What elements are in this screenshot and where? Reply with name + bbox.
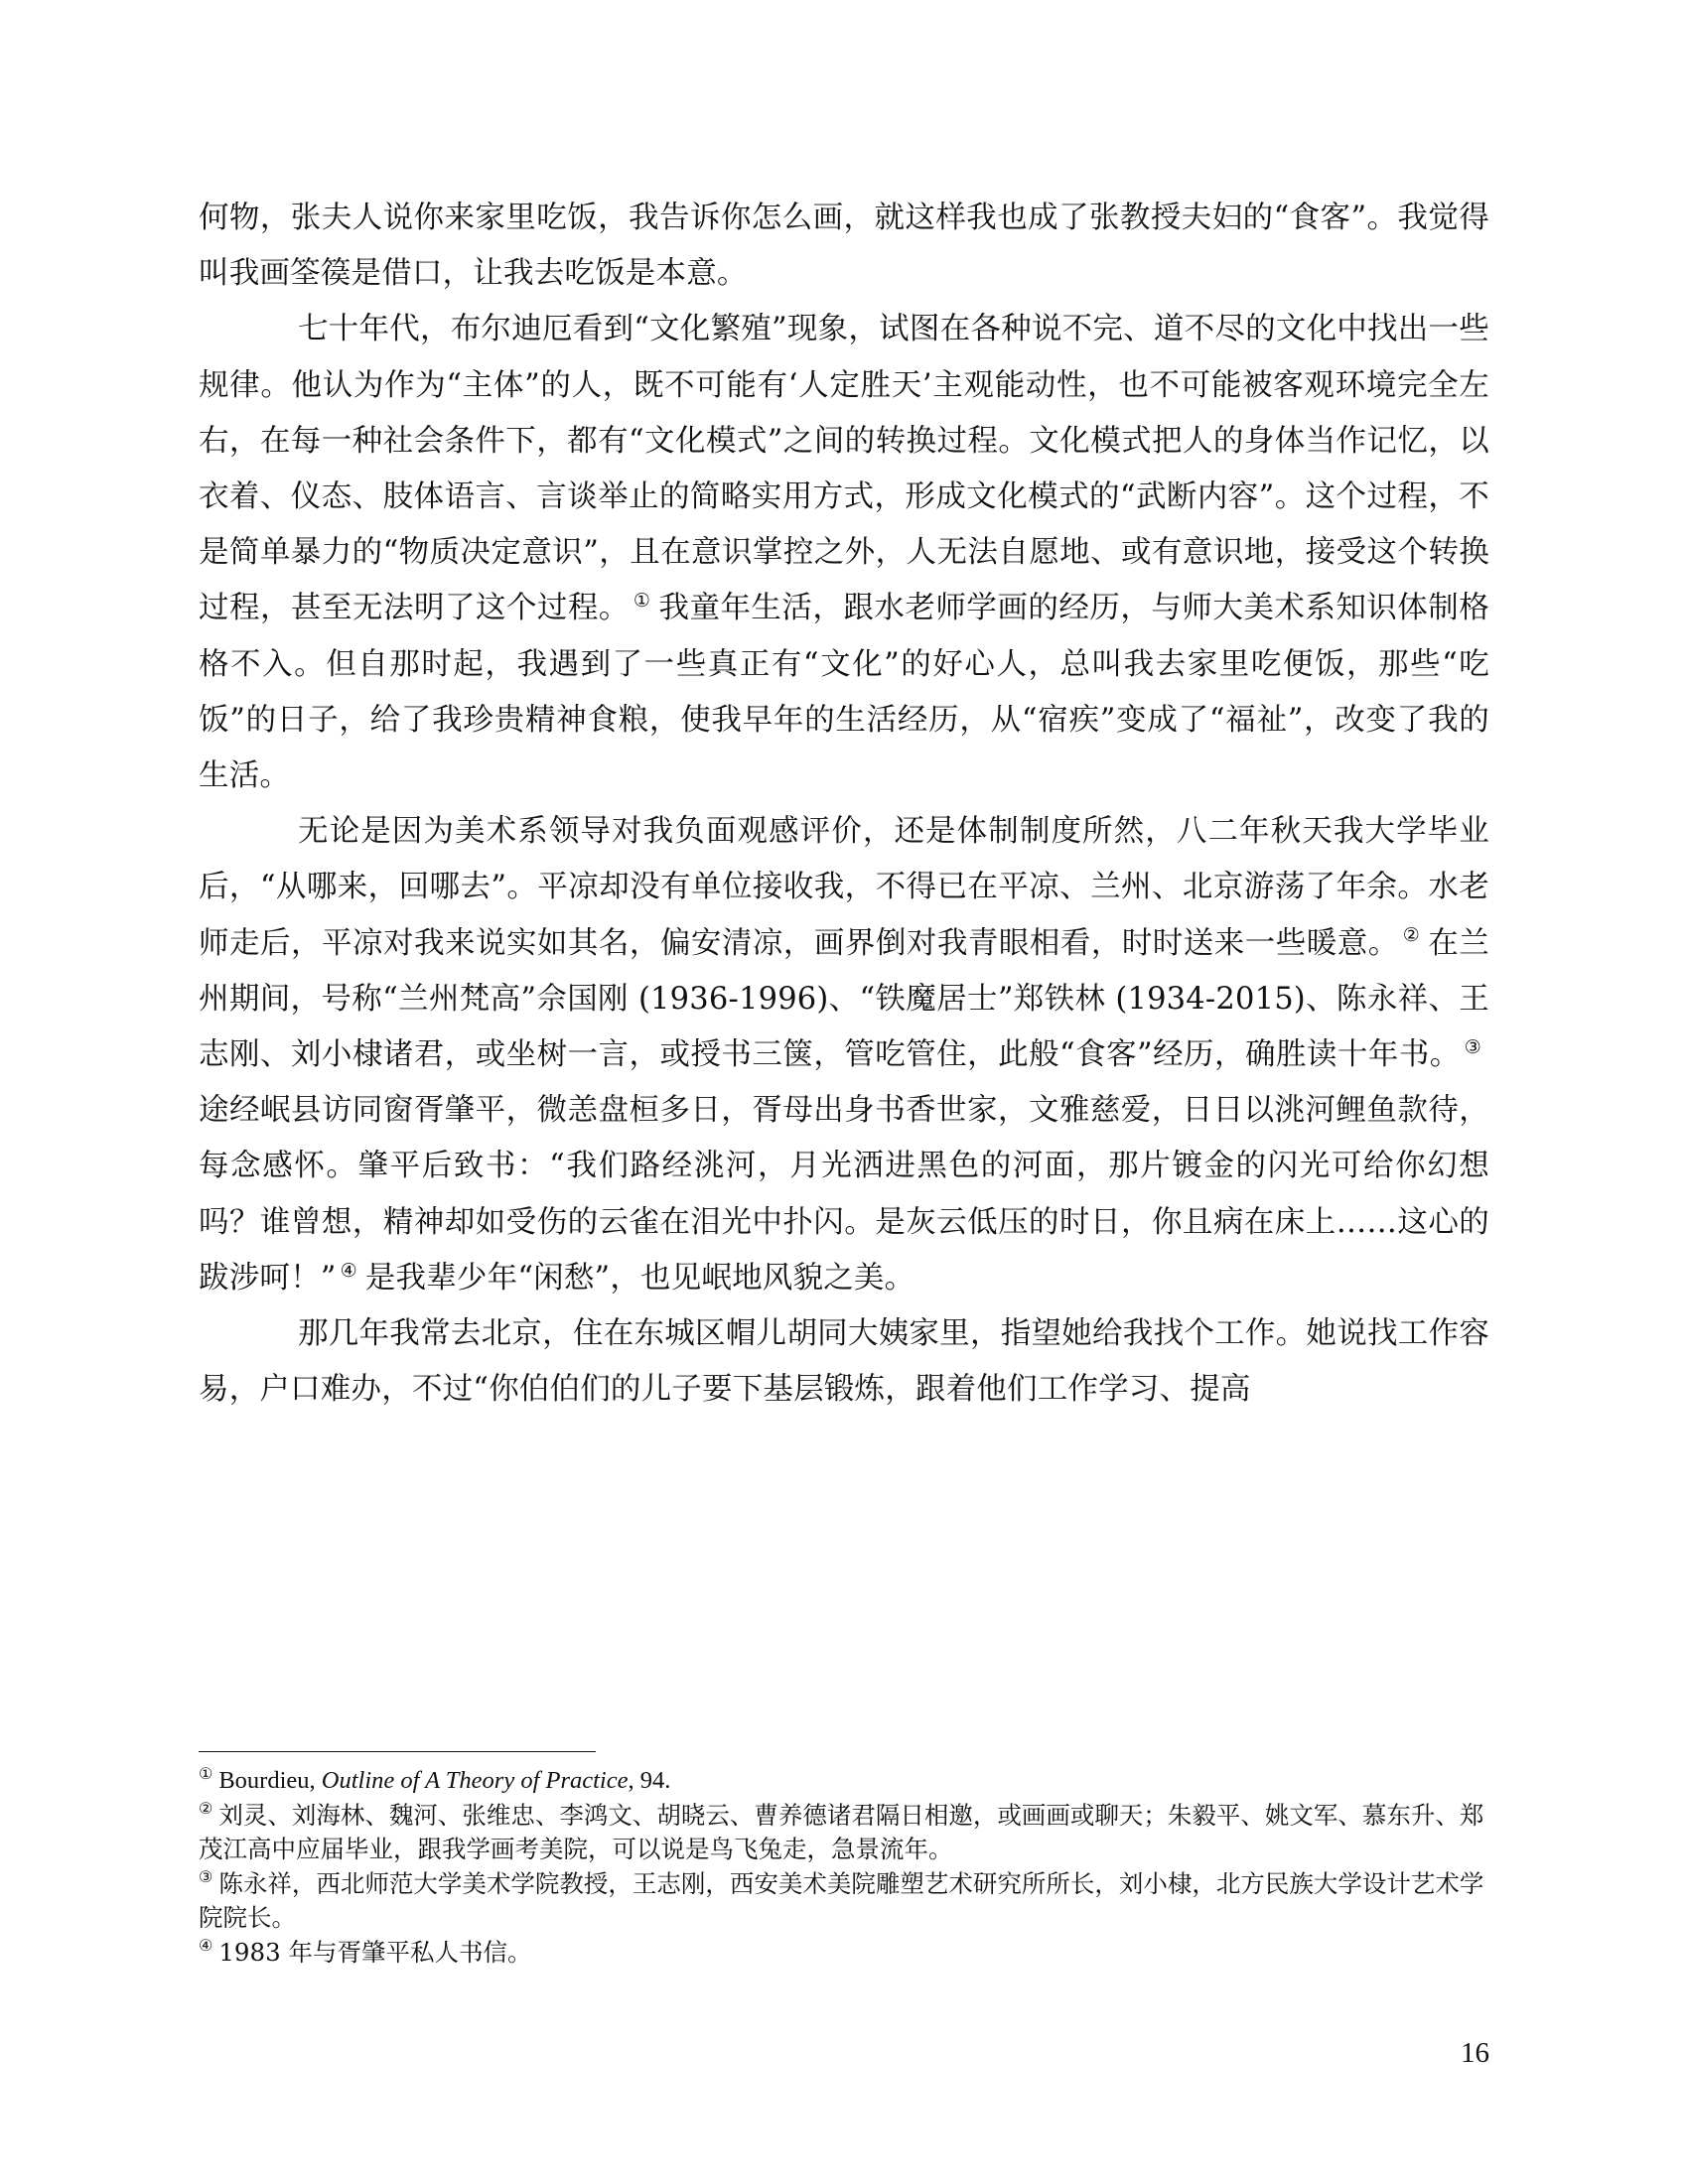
footnote-mark: ④ bbox=[199, 1936, 213, 1956]
paragraph-1: 何物，张夫人说你来家里吃饭，我告诉你怎么画，就这样我也成了张教授夫妇的“食客”。我觉得叫我画筌篌是借口，让我去吃饭是本意。 bbox=[199, 201, 1489, 292]
footnote-ref-3[interactable]: ③ bbox=[1464, 1035, 1481, 1058]
footnotes bbox=[199, 1763, 1489, 1970]
footnote-4: ④ 1983 年与胥肇平私人书信。 bbox=[199, 1936, 532, 1967]
paragraph-4: 那几年我常去北京，住在东城区帽儿胡同大姨家里，指望她给我找个工作。她说找工作容易，户口难办，不过“你伯伯们的儿子要下基层锻炼，跟着他们工作学习、提高 bbox=[199, 1316, 1489, 1408]
page-number: 16 bbox=[1461, 2037, 1489, 2069]
footnote-mark: ① bbox=[199, 1763, 213, 1783]
footnote-mark: ② bbox=[199, 1799, 213, 1819]
paragraph-3: 无论是因为美术系领导对我负面观感评价，还是体制制度所然，八二年秋天我大学毕业后，“从哪来，回哪去”。平凉却没有单位接收我，不得已在平凉、兰州、北京游荡了年余。水老师走后，平凉对我来说实如其名，偏安清凉，画界倒对我青眼相看，时时送来一些暖意。 ② 在兰州期间，号称“兰州梵高”佘国刚 (1936-1996)、“铁魔居士”郑铁林 (1934-2015)、陈永祥、王志刚、刘小棣诸君，或坐树一言，或授书三箧，管吃管住，此般“食客”经历，确胜读十年书。 ③途经岷县访同窗胥肇平，微恙盘桓多日，胥母出身书香世家，文雅慈爱，日日以洮河鲤鱼款待，每念感怀。肇平后致书：“我们路经洮河，月光洒进黑色的河面，那片镀金的闪光可给你幻想吗？谁曾想，精神却如受伤的云雀在泪光中扑闪。是灰云低压的时日，你且病在床上……这心的跋涉呵！” ④ 是我辈少年“闲愁”，也见岷地风貌之美。 bbox=[199, 814, 1489, 1296]
footnote-ref-1[interactable]: ① bbox=[633, 590, 651, 613]
footnote-2: ② 刘灵、刘海林、魏河、张维忠、李鸿文、胡晓云、曹养德诸君隔日相邀，或画画或聊天；朱毅平、姚文军、慕东升、郑茂江高中应届毕业，跟我学画考美院，可以说是鸟飞兔走，急景流年。 bbox=[199, 1799, 1484, 1863]
footnote-1: ① Bourdieu, Outline of A Theory of Practice, 94. bbox=[199, 1763, 671, 1794]
footnote-mark: ③ bbox=[199, 1867, 213, 1887]
footnote-ref-4[interactable]: ④ bbox=[340, 1259, 357, 1282]
footnote-ref-2[interactable]: ② bbox=[1402, 924, 1421, 947]
paragraph-2: 七十年代，布尔迪厄看到“文化繁殖”现象，试图在各种说不完、道不尽的文化中找出一些规律。他认为作为“主体”的人，既不可能有‘人定胜天’主观能动性，也不可能被客观环境完全左右，在每一种社会条件下，都有“文化模式”之间的转换过程。文化模式把人的身体当作记忆，以衣着、仪态、肢体语言、言谈举止的简略实用方式，形成文化模式的“武断内容”。这个过程，不是简单暴力的“物质决定意识”，且在意识掌控之外，人无法自愿地、或有意识地，接受这个转换过程，甚至无法明了这个过程。 ① 我童年生活，跟水老师学画的经历，与师大美术系知识体制格格不入。但自那时起，我遇到了一些真正有“文化”的好心人，总叫我去家里吃便饭，那些“吃饭”的日子，给了我珍贵精神食粮，使我早年的生活经历，从“宿疾”变成了“福祉”，改变了我的生活。 bbox=[199, 312, 1489, 794]
footnote-divider bbox=[199, 1751, 596, 1752]
body-text bbox=[199, 191, 1489, 1418]
footnote-3: ③ 陈永祥，西北师范大学美术学院教授，王志刚，西安美术美院雕塑艺术研究所所长，刘小棣，北方民族大学设计艺术学院院长。 bbox=[199, 1867, 1484, 1932]
